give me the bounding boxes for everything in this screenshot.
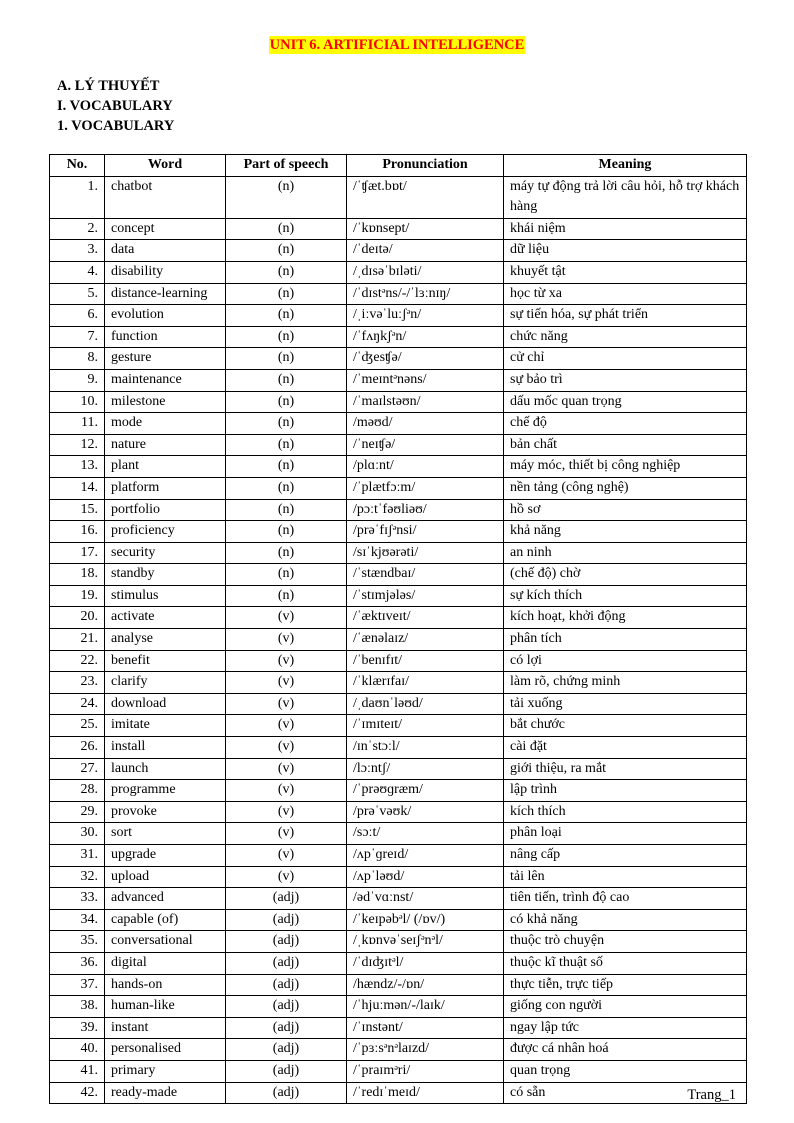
cell-no: 16. <box>50 521 105 543</box>
cell-pronunciation: /ˈmaɪlstəʊn/ <box>347 391 504 413</box>
cell-no: 37. <box>50 974 105 996</box>
cell-word: standby <box>105 564 226 586</box>
cell-no: 8. <box>50 348 105 370</box>
cell-no: 1. <box>50 176 105 218</box>
cell-no: 27. <box>50 758 105 780</box>
cell-part-of-speech: (adj) <box>226 996 347 1018</box>
cell-part-of-speech: (n) <box>226 176 347 218</box>
header-meaning: Meaning <box>504 155 747 177</box>
cell-pronunciation: /prəˈfɪʃᵊnsi/ <box>347 521 504 543</box>
cell-part-of-speech: (v) <box>226 845 347 867</box>
cell-word: concept <box>105 218 226 240</box>
cell-meaning: có khả năng <box>504 909 747 931</box>
cell-pronunciation: /ˈdɪʤɪtᵊl/ <box>347 952 504 974</box>
cell-word: launch <box>105 758 226 780</box>
table-row <box>50 305 747 327</box>
cell-part-of-speech: (n) <box>226 564 347 586</box>
cell-part-of-speech: (adj) <box>226 909 347 931</box>
cell-word: download <box>105 693 226 715</box>
cell-word: conversational <box>105 931 226 953</box>
cell-word: analyse <box>105 629 226 651</box>
cell-meaning: cử chỉ <box>504 348 747 370</box>
cell-pronunciation: /ʌpˈɡreɪd/ <box>347 845 504 867</box>
cell-pronunciation: /ˌkɒnvəˈseɪʃᵊnᵊl/ <box>347 931 504 953</box>
cell-pronunciation: /ˌiːvəˈluːʃᵊn/ <box>347 305 504 327</box>
cell-no: 35. <box>50 931 105 953</box>
cell-word: personalised <box>105 1039 226 1061</box>
cell-no: 12. <box>50 434 105 456</box>
cell-meaning: thực tiễn, trực tiếp <box>504 974 747 996</box>
cell-word: benefit <box>105 650 226 672</box>
table-row <box>50 499 747 521</box>
cell-pronunciation: /ˈdɪstᵊns/-/ˈlɜːnɪŋ/ <box>347 283 504 305</box>
cell-meaning: chức năng <box>504 326 747 348</box>
cell-meaning: ngay lập tức <box>504 1017 747 1039</box>
cell-meaning: khả năng <box>504 521 747 543</box>
cell-part-of-speech: (adj) <box>226 931 347 953</box>
cell-no: 3. <box>50 240 105 262</box>
table-row <box>50 758 747 780</box>
cell-part-of-speech: (n) <box>226 283 347 305</box>
cell-pronunciation: /ˈænəlaɪz/ <box>347 629 504 651</box>
page-title: UNIT 6. ARTIFICIAL INTELLIGENCE <box>269 37 525 53</box>
cell-part-of-speech: (n) <box>226 240 347 262</box>
cell-word: plant <box>105 456 226 478</box>
cell-part-of-speech: (adj) <box>226 1082 347 1104</box>
cell-part-of-speech: (n) <box>226 521 347 543</box>
cell-word: distance-learning <box>105 283 226 305</box>
header-no: No. <box>50 155 105 177</box>
cell-no: 33. <box>50 888 105 910</box>
table-row <box>50 413 747 435</box>
cell-word: evolution <box>105 305 226 327</box>
header-part-of-speech: Part of speech <box>226 155 347 177</box>
cell-word: capable (of) <box>105 909 226 931</box>
cell-meaning: giới thiệu, ra mắt <box>504 758 747 780</box>
cell-meaning: khuyết tật <box>504 261 747 283</box>
cell-no: 22. <box>50 650 105 672</box>
cell-word: activate <box>105 607 226 629</box>
header-pronunciation: Pronunciation <box>347 155 504 177</box>
title-container <box>0 36 794 54</box>
cell-word: programme <box>105 780 226 802</box>
table-row <box>50 1082 747 1104</box>
table-row <box>50 823 747 845</box>
heading-vocabulary-section: I. VOCABULARY <box>57 98 173 114</box>
cell-part-of-speech: (adj) <box>226 888 347 910</box>
cell-word: mode <box>105 413 226 435</box>
cell-part-of-speech: (n) <box>226 261 347 283</box>
cell-word: disability <box>105 261 226 283</box>
cell-meaning: máy tự động trả lời câu hỏi, hỗ trợ khách hàng <box>504 176 747 218</box>
table-row <box>50 456 747 478</box>
cell-no: 13. <box>50 456 105 478</box>
cell-part-of-speech: (v) <box>226 629 347 651</box>
cell-meaning: an ninh <box>504 542 747 564</box>
cell-part-of-speech: (v) <box>226 650 347 672</box>
table-row <box>50 348 747 370</box>
cell-meaning: bản chất <box>504 434 747 456</box>
cell-pronunciation: /ˈɪmɪteɪt/ <box>347 715 504 737</box>
cell-word: sort <box>105 823 226 845</box>
cell-no: 5. <box>50 283 105 305</box>
cell-pronunciation: /ˈstændbaɪ/ <box>347 564 504 586</box>
cell-meaning: nền tảng (công nghệ) <box>504 477 747 499</box>
cell-no: 29. <box>50 801 105 823</box>
table-row <box>50 283 747 305</box>
cell-word: gesture <box>105 348 226 370</box>
cell-pronunciation: /sɪˈkjʊərəti/ <box>347 542 504 564</box>
cell-no: 31. <box>50 845 105 867</box>
cell-pronunciation: /ˈʧæt.bɒt/ <box>347 176 504 218</box>
cell-part-of-speech: (n) <box>226 391 347 413</box>
cell-meaning: hồ sơ <box>504 499 747 521</box>
table-row <box>50 176 747 218</box>
table-row <box>50 629 747 651</box>
table-row <box>50 477 747 499</box>
table-row <box>50 369 747 391</box>
cell-meaning: làm rõ, chứng minh <box>504 672 747 694</box>
cell-part-of-speech: (n) <box>226 456 347 478</box>
cell-part-of-speech: (v) <box>226 823 347 845</box>
cell-no: 40. <box>50 1039 105 1061</box>
cell-no: 38. <box>50 996 105 1018</box>
cell-meaning: (chế độ) chờ <box>504 564 747 586</box>
table-row <box>50 996 747 1018</box>
cell-pronunciation: /ˈbenɪfɪt/ <box>347 650 504 672</box>
cell-pronunciation: /ədˈvɑːnst/ <box>347 888 504 910</box>
table-header-row <box>50 155 747 177</box>
cell-pronunciation: /ˈdeɪtə/ <box>347 240 504 262</box>
cell-pronunciation: /ɪnˈstɔːl/ <box>347 737 504 759</box>
table-row <box>50 672 747 694</box>
table-row <box>50 542 747 564</box>
cell-pronunciation: /ˈkɒnsept/ <box>347 218 504 240</box>
cell-part-of-speech: (v) <box>226 758 347 780</box>
cell-pronunciation: /ʌpˈləʊd/ <box>347 866 504 888</box>
cell-no: 23. <box>50 672 105 694</box>
cell-part-of-speech: (v) <box>226 672 347 694</box>
cell-part-of-speech: (n) <box>226 326 347 348</box>
cell-part-of-speech: (v) <box>226 693 347 715</box>
cell-pronunciation: /məʊd/ <box>347 413 504 435</box>
cell-part-of-speech: (n) <box>226 369 347 391</box>
cell-no: 10. <box>50 391 105 413</box>
cell-meaning: thuộc kĩ thuật số <box>504 952 747 974</box>
cell-no: 15. <box>50 499 105 521</box>
cell-no: 21. <box>50 629 105 651</box>
cell-meaning: tải xuống <box>504 693 747 715</box>
cell-meaning: chế độ <box>504 413 747 435</box>
cell-pronunciation: /ˈklærɪfaɪ/ <box>347 672 504 694</box>
cell-part-of-speech: (n) <box>226 348 347 370</box>
cell-pronunciation: /pɔːtˈfəʊliəʊ/ <box>347 499 504 521</box>
cell-meaning: có lợi <box>504 650 747 672</box>
cell-pronunciation: /ˈhjuːmən/-/laɪk/ <box>347 996 504 1018</box>
cell-meaning: phân tích <box>504 629 747 651</box>
cell-word: ready-made <box>105 1082 226 1104</box>
table-row <box>50 1017 747 1039</box>
table-row <box>50 326 747 348</box>
cell-word: stimulus <box>105 585 226 607</box>
table-row <box>50 845 747 867</box>
table-row <box>50 1060 747 1082</box>
heading-theory: A. LÝ THUYẾT <box>57 78 160 94</box>
table-row <box>50 240 747 262</box>
cell-no: 26. <box>50 737 105 759</box>
section-headings <box>57 76 174 136</box>
table-row <box>50 780 747 802</box>
cell-part-of-speech: (adj) <box>226 952 347 974</box>
cell-part-of-speech: (adj) <box>226 1060 347 1082</box>
vocabulary-table <box>49 154 747 1104</box>
table-row <box>50 693 747 715</box>
cell-no: 24. <box>50 693 105 715</box>
cell-part-of-speech: (n) <box>226 542 347 564</box>
cell-word: maintenance <box>105 369 226 391</box>
table-row <box>50 391 747 413</box>
cell-part-of-speech: (v) <box>226 737 347 759</box>
cell-no: 34. <box>50 909 105 931</box>
cell-word: imitate <box>105 715 226 737</box>
cell-part-of-speech: (v) <box>226 780 347 802</box>
cell-part-of-speech: (n) <box>226 434 347 456</box>
cell-word: data <box>105 240 226 262</box>
table-row <box>50 715 747 737</box>
cell-pronunciation: /plɑːnt/ <box>347 456 504 478</box>
heading-vocabulary-subsection: 1. VOCABULARY <box>57 118 175 134</box>
cell-no: 30. <box>50 823 105 845</box>
cell-no: 25. <box>50 715 105 737</box>
cell-no: 39. <box>50 1017 105 1039</box>
cell-pronunciation: /ˈʤesʧə/ <box>347 348 504 370</box>
table-row <box>50 607 747 629</box>
cell-pronunciation: /ˈɪnstənt/ <box>347 1017 504 1039</box>
cell-part-of-speech: (adj) <box>226 1039 347 1061</box>
table-row <box>50 888 747 910</box>
cell-part-of-speech: (n) <box>226 218 347 240</box>
cell-meaning: tiên tiến, trình độ cao <box>504 888 747 910</box>
cell-word: provoke <box>105 801 226 823</box>
cell-meaning: bắt chước <box>504 715 747 737</box>
cell-pronunciation: /ˈstɪmjələs/ <box>347 585 504 607</box>
cell-meaning: dữ liệu <box>504 240 747 262</box>
cell-word: security <box>105 542 226 564</box>
header-word: Word <box>105 155 226 177</box>
table-row <box>50 585 747 607</box>
cell-word: platform <box>105 477 226 499</box>
cell-no: 2. <box>50 218 105 240</box>
cell-meaning: sự kích thích <box>504 585 747 607</box>
cell-meaning: được cá nhân hoá <box>504 1039 747 1061</box>
cell-meaning: kích thích <box>504 801 747 823</box>
cell-meaning: quan trọng <box>504 1060 747 1082</box>
cell-word: clarify <box>105 672 226 694</box>
cell-word: portfolio <box>105 499 226 521</box>
cell-pronunciation: /sɔːt/ <box>347 823 504 845</box>
cell-no: 42. <box>50 1082 105 1104</box>
cell-part-of-speech: (n) <box>226 499 347 521</box>
cell-no: 28. <box>50 780 105 802</box>
cell-part-of-speech: (n) <box>226 413 347 435</box>
cell-word: milestone <box>105 391 226 413</box>
cell-no: 41. <box>50 1060 105 1082</box>
cell-no: 4. <box>50 261 105 283</box>
table-row <box>50 952 747 974</box>
cell-meaning: có sẵn <box>504 1082 747 1104</box>
table-row <box>50 801 747 823</box>
cell-no: 19. <box>50 585 105 607</box>
cell-pronunciation: /lɔːntʃ/ <box>347 758 504 780</box>
cell-part-of-speech: (n) <box>226 305 347 327</box>
table-row <box>50 564 747 586</box>
cell-part-of-speech: (v) <box>226 801 347 823</box>
cell-word: proficiency <box>105 521 226 543</box>
cell-meaning: nâng cấp <box>504 845 747 867</box>
cell-meaning: giống con người <box>504 996 747 1018</box>
cell-pronunciation: /ˈæktɪveɪt/ <box>347 607 504 629</box>
cell-meaning: học từ xa <box>504 283 747 305</box>
cell-meaning: tải lên <box>504 866 747 888</box>
cell-pronunciation: /ˈfʌŋkʃᵊn/ <box>347 326 504 348</box>
cell-no: 11. <box>50 413 105 435</box>
cell-pronunciation: /ˌdɪsəˈbɪləti/ <box>347 261 504 283</box>
cell-word: instant <box>105 1017 226 1039</box>
table-row <box>50 218 747 240</box>
cell-part-of-speech: (n) <box>226 477 347 499</box>
cell-no: 20. <box>50 607 105 629</box>
cell-meaning: dấu mốc quan trọng <box>504 391 747 413</box>
cell-pronunciation: /ˌdaʊnˈləʊd/ <box>347 693 504 715</box>
cell-meaning: thuộc trò chuyện <box>504 931 747 953</box>
cell-pronunciation: /ˈpraɪmᵊri/ <box>347 1060 504 1082</box>
table-row <box>50 909 747 931</box>
cell-pronunciation: /ˈplætfɔːm/ <box>347 477 504 499</box>
table-row <box>50 1039 747 1061</box>
cell-word: function <box>105 326 226 348</box>
cell-meaning: sự tiến hóa, sự phát triển <box>504 305 747 327</box>
table-row <box>50 434 747 456</box>
table-row <box>50 261 747 283</box>
cell-meaning: cài đặt <box>504 737 747 759</box>
cell-word: advanced <box>105 888 226 910</box>
cell-no: 7. <box>50 326 105 348</box>
cell-no: 9. <box>50 369 105 391</box>
cell-pronunciation: /prəˈvəʊk/ <box>347 801 504 823</box>
cell-meaning: lập trình <box>504 780 747 802</box>
cell-pronunciation: /ˈredɪˈmeɪd/ <box>347 1082 504 1104</box>
cell-no: 36. <box>50 952 105 974</box>
table-row <box>50 931 747 953</box>
cell-part-of-speech: (adj) <box>226 1017 347 1039</box>
cell-meaning: khái niệm <box>504 218 747 240</box>
table-body <box>50 176 747 1104</box>
cell-meaning: phân loại <box>504 823 747 845</box>
cell-word: upload <box>105 866 226 888</box>
cell-no: 14. <box>50 477 105 499</box>
cell-word: nature <box>105 434 226 456</box>
page-number: Trang_1 <box>687 1087 736 1103</box>
table-row <box>50 650 747 672</box>
cell-pronunciation: /ˈkeɪpəbᵊl/ (/ɒv/) <box>347 909 504 931</box>
cell-word: chatbot <box>105 176 226 218</box>
cell-no: 18. <box>50 564 105 586</box>
cell-no: 6. <box>50 305 105 327</box>
cell-part-of-speech: (v) <box>226 715 347 737</box>
cell-word: primary <box>105 1060 226 1082</box>
cell-meaning: máy móc, thiết bị công nghiệp <box>504 456 747 478</box>
cell-no: 17. <box>50 542 105 564</box>
cell-word: digital <box>105 952 226 974</box>
cell-word: upgrade <box>105 845 226 867</box>
cell-meaning: kích hoạt, khởi động <box>504 607 747 629</box>
cell-word: hands-on <box>105 974 226 996</box>
cell-no: 32. <box>50 866 105 888</box>
cell-meaning: sự bảo trì <box>504 369 747 391</box>
cell-pronunciation: /ˈpɜːsᵊnᵊlaɪzd/ <box>347 1039 504 1061</box>
cell-part-of-speech: (v) <box>226 607 347 629</box>
cell-part-of-speech: (n) <box>226 585 347 607</box>
cell-word: install <box>105 737 226 759</box>
cell-word: human-like <box>105 996 226 1018</box>
cell-pronunciation: /hændz/-/ɒn/ <box>347 974 504 996</box>
table-row <box>50 866 747 888</box>
cell-pronunciation: /ˈmeɪntᵊnəns/ <box>347 369 504 391</box>
table-row <box>50 521 747 543</box>
cell-part-of-speech: (v) <box>226 866 347 888</box>
cell-pronunciation: /ˈneɪʧə/ <box>347 434 504 456</box>
table-row <box>50 974 747 996</box>
cell-pronunciation: /ˈprəʊɡræm/ <box>347 780 504 802</box>
cell-part-of-speech: (adj) <box>226 974 347 996</box>
table-row <box>50 737 747 759</box>
